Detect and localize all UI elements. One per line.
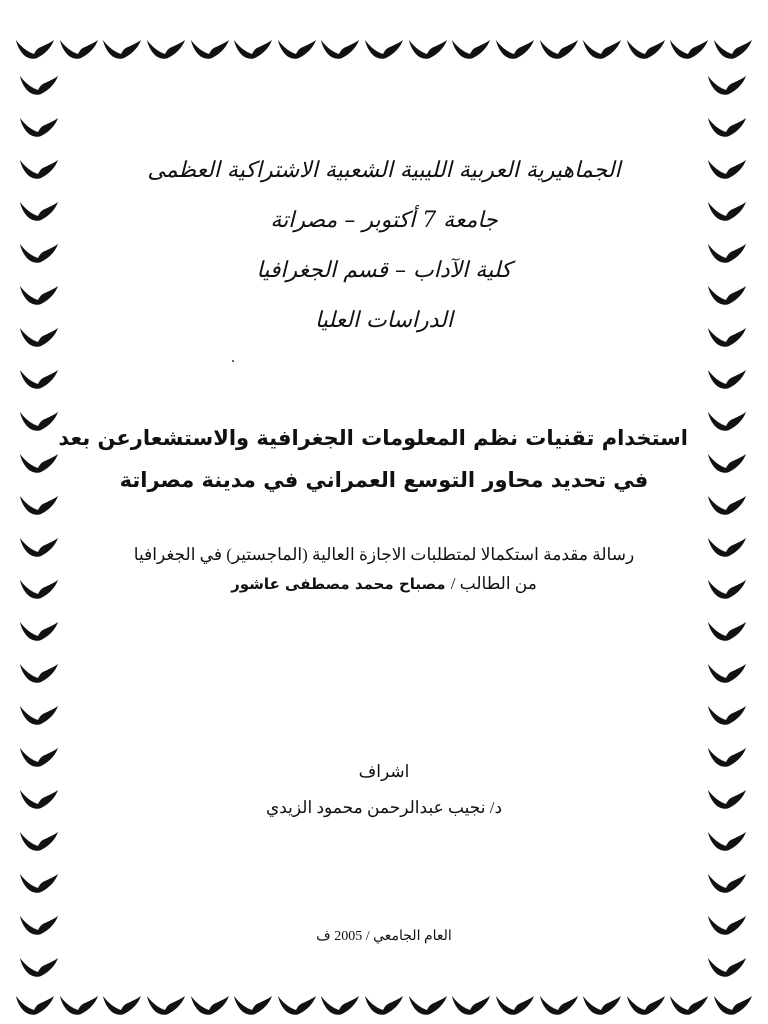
bird-ornament-icon: [706, 784, 748, 812]
student-line: [80, 574, 688, 594]
bird-ornament-icon: [18, 574, 60, 602]
student-name: مصباح محمد مصطفى عاشور: [231, 575, 446, 593]
thesis-title-line1: استخدام تقنيات نظم المعلومات الجغرافية والاستشعارعن بعد: [58, 426, 688, 450]
bird-ornament-icon: [706, 238, 748, 266]
bird-ornament-icon: [706, 742, 748, 770]
bird-ornament-icon: [18, 364, 60, 392]
bird-ornament-icon: [18, 658, 60, 686]
bird-ornament-icon: [706, 868, 748, 896]
bird-ornament-icon: [18, 70, 60, 98]
bird-ornament-icon: [18, 154, 60, 182]
border-left-column: [18, 70, 62, 980]
bird-ornament-icon: [706, 406, 748, 434]
supervisor-name: د/ نجيب عبدالرحمن محمود الزيدي: [265, 798, 503, 817]
bird-ornament-icon: [18, 448, 60, 476]
student-prefix: من الطالب /: [450, 574, 537, 593]
bird-ornament-icon: [706, 364, 748, 392]
bird-ornament-icon: [18, 952, 60, 980]
bird-ornament-icon: [18, 700, 60, 728]
border-right-column: [706, 70, 750, 980]
bird-ornament-icon: [706, 658, 748, 686]
academic-year: العام الجامعي / 2005 ف: [316, 929, 452, 944]
bird-ornament-icon: [14, 34, 56, 62]
bird-ornament-icon: [18, 280, 60, 308]
bird-ornament-icon: [706, 322, 748, 350]
bird-ornament-icon: [18, 616, 60, 644]
bird-ornament-icon: [706, 700, 748, 728]
title-page: [58, 0, 688, 1024]
bird-ornament-icon: [18, 322, 60, 350]
bird-ornament-icon: [18, 742, 60, 770]
bird-ornament-icon: [706, 154, 748, 182]
bird-ornament-icon: [18, 238, 60, 266]
bird-ornament-icon: [706, 70, 748, 98]
bird-ornament-icon: [706, 448, 748, 476]
bird-ornament-icon: [706, 196, 748, 224]
supervision-label: اشراف: [358, 762, 410, 781]
bird-ornament-icon: [18, 784, 60, 812]
bird-ornament-icon: [18, 112, 60, 140]
graduate-studies: الدراسات العليا: [315, 308, 453, 333]
bird-ornament-icon: [14, 990, 56, 1018]
bird-ornament-icon: [706, 952, 748, 980]
bird-ornament-icon: [706, 574, 748, 602]
bird-ornament-icon: [706, 532, 748, 560]
submission-purpose: رسالة مقدمة استكمالا لمتطلبات الاجازة العالية (الماجستير) في الجغرافيا: [133, 545, 635, 564]
thesis-title-line2: في تحديد محاور التوسع العمراني في مدينة مصراتة: [119, 468, 649, 492]
bird-ornament-icon: [706, 280, 748, 308]
bird-ornament-icon: [18, 826, 60, 854]
country-name: الجماهيرية العربية الليبية الشعبية الاشتراكية العظمى: [147, 158, 621, 183]
bird-ornament-icon: [18, 532, 60, 560]
bird-ornament-icon: [18, 406, 60, 434]
bird-ornament-icon: [712, 34, 754, 62]
bird-ornament-icon: [706, 616, 748, 644]
bird-ornament-icon: [18, 910, 60, 938]
bird-ornament-icon: [712, 990, 754, 1018]
bird-ornament-icon: [18, 196, 60, 224]
bird-ornament-icon: [706, 910, 748, 938]
faculty-department: كلية الآداب – قسم الجغرافيا: [256, 258, 512, 283]
bird-ornament-icon: [18, 490, 60, 518]
bird-ornament-icon: [18, 868, 60, 896]
bird-ornament-icon: [706, 112, 748, 140]
bird-ornament-icon: [706, 490, 748, 518]
university-name: جامعة 7 أكتوبر – مصراتة: [270, 208, 498, 233]
bird-ornament-icon: [706, 826, 748, 854]
